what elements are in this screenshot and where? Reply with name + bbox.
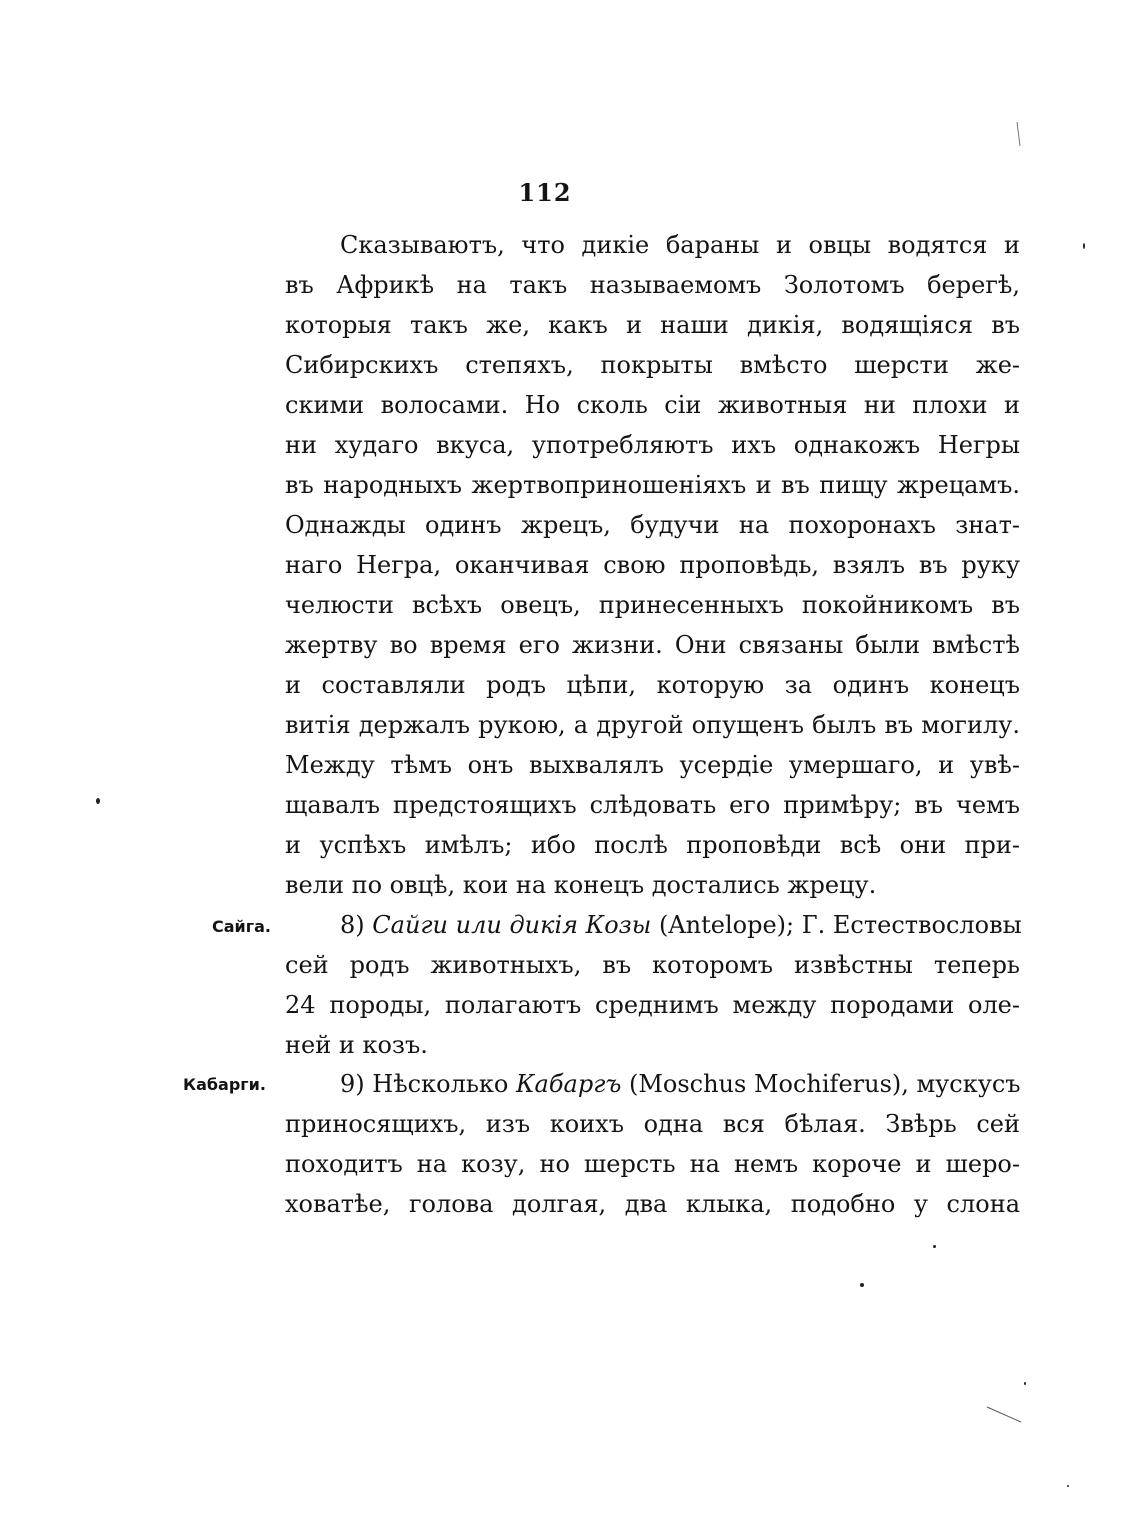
margin-note-kabarga: Кабарги.	[183, 1075, 266, 1094]
text-fragment: (Moschus Mochiferus), мускусъ	[628, 1070, 1021, 1098]
section-number: 8)	[340, 911, 365, 939]
section-title: Сайги или дикія Козы	[372, 911, 652, 939]
text-line: Сибирскихъ степяхъ, покрыты вмѣсто шерсти же-	[285, 351, 1020, 379]
text-line: и успѣхъ имѣлъ; ибо послѣ проповѣди всѣ они при-	[285, 831, 1020, 859]
paper-speck	[1083, 243, 1085, 249]
text-line: жертву во время его жизни. Они связаны были вмѣстѣ	[285, 631, 1020, 659]
text-fragment: Нѣсколько	[372, 1070, 509, 1098]
text-line: витія держалъ рукою, а другой опущенъ былъ въ могилу.	[285, 711, 1020, 739]
text-line: въ народныхъ жертвоприношеніяхъ и въ пищу жрецамъ.	[285, 471, 1020, 499]
text-line: щавалъ предстоящихъ слѣдовать его примѣру; въ чемъ	[285, 791, 1020, 819]
paper-speck	[933, 1245, 936, 1248]
section-8-saiga	[285, 905, 1020, 1065]
paragraph-saiga-intro	[285, 225, 1020, 905]
section-heading-line	[285, 905, 1020, 945]
section-heading-line	[285, 1064, 1020, 1104]
text-fragment: (Antelope); Г. Естествословы	[658, 911, 1022, 939]
text-line: 24 породы, полагаютъ среднимъ между породами оле-	[285, 991, 1020, 1019]
text-line: челюсти всѣхъ овецъ, принесенныхъ покойникомъ въ	[285, 591, 1020, 619]
text-line: походитъ на козу, но шерсть на немъ короче и шеро-	[285, 1150, 1020, 1178]
page-number: 112	[518, 178, 572, 207]
section-title: Кабаргъ	[515, 1070, 622, 1098]
text-line: скими волосами. Но сколь сіи животныя ни плохи и	[285, 391, 1020, 419]
text-line: въ Африкѣ на такъ называемомъ Золотомъ берегѣ,	[285, 271, 1020, 299]
text-line: ней и козъ.	[285, 1031, 428, 1059]
paper-scratch	[985, 1405, 1025, 1425]
paper-speck	[860, 1283, 864, 1287]
text-line: Между тѣмъ онъ выхвалялъ усердіе умершаго, и увѣ-	[285, 751, 1020, 779]
paper-scratch	[1014, 120, 1024, 150]
section-9-kabarga	[285, 1064, 1020, 1224]
text-line: ни худаго вкуса, употребляютъ ихъ однакожъ Негры	[285, 431, 1020, 459]
section-number: 9)	[340, 1070, 365, 1098]
text-line: наго Негра, оканчивая свою проповѣдь, взялъ въ руку	[285, 551, 1020, 579]
text-line: Сказываютъ, что дикіе бараны и овцы водятся и	[340, 231, 1020, 259]
text-line: приносящихъ, изъ коихъ одна вся бѣлая. Звѣрь сей	[285, 1110, 1020, 1138]
paper-speck	[1067, 1485, 1069, 1487]
paper-speck	[96, 798, 100, 804]
text-line: которыя такъ же, какъ и наши дикія, водящіяся въ	[285, 311, 1020, 339]
text-line: сей родъ животныхъ, въ которомъ извѣстны теперь	[285, 951, 1020, 979]
text-line: и составляли родъ цѣпи, которую за одинъ конецъ	[285, 671, 1020, 699]
text-line: Однажды одинъ жрецъ, будучи на похоронахъ знат-	[285, 511, 1020, 539]
text-line: ховатѣе, голова долгая, два клыка, подобно у слона	[285, 1190, 1020, 1218]
margin-note-saiga: Сайга.	[212, 917, 271, 936]
text-line: вели по овцѣ, кои на конецъ достались жрецу.	[285, 871, 877, 899]
paper-speck	[1024, 1382, 1026, 1385]
